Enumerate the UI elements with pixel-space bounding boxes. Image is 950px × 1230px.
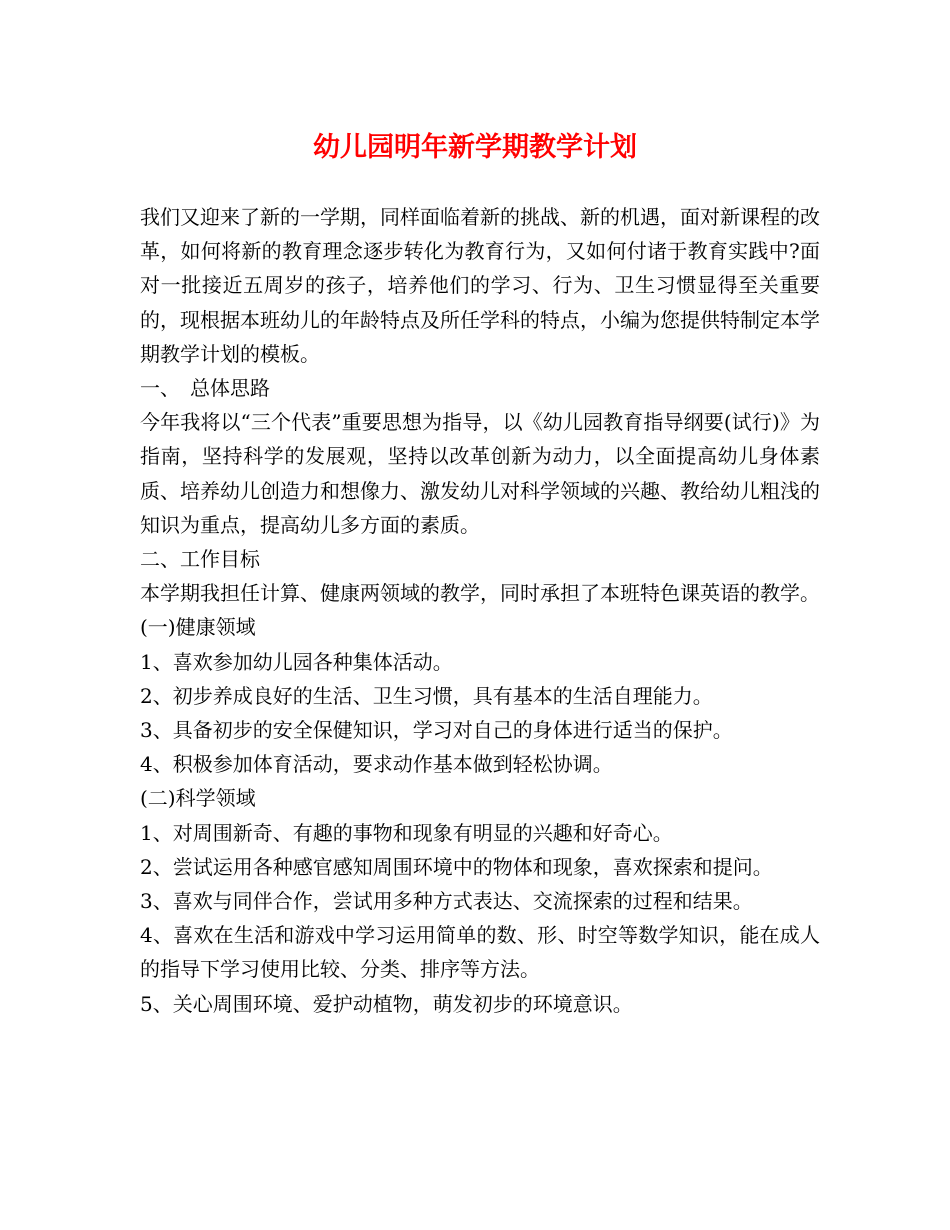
list-item-health-4: 4、积极参加体育活动，要求动作基本做到轻松协调。 bbox=[140, 752, 613, 777]
subsection-heading-science: (二)科学领域 bbox=[140, 786, 256, 811]
list-item-science-5: 5、关心周围环境、爱护动植物，萌发初步的环境意识。 bbox=[140, 991, 633, 1016]
list-item-science-1: 1、对周围新奇、有趣的事物和现象有明显的兴趣和好奇心。 bbox=[140, 820, 673, 845]
list-item-science-3: 3、喜欢与同伴合作，尝试用多种方式表达、交流探索的过程和结果。 bbox=[140, 889, 753, 914]
list-item-health-3: 3、具备初步的安全保健知识，学习对自己的身体进行适当的保护。 bbox=[140, 718, 733, 743]
list-item-science-2: 2、尝试运用各种感官感知周围环境中的物体和现象，喜欢探索和提问。 bbox=[140, 854, 773, 879]
section-heading-work-goals: 二、工作目标 bbox=[140, 547, 260, 572]
intro-paragraph: 我们又迎来了新的一学期，同样面临着新的挑战、新的机遇，面对新课程的改革，如何将新的教育理念逐步转化为教育行为，又如何付诸于教育实践中?面对一批接近五周岁的孩子，培养他们的学习、行为、卫生习惯显得至关重要的，现根据本班幼儿的年龄特点及所任学科的特点，小编为您提供特制定本学期教学计划的模板。 bbox=[140, 205, 820, 366]
subsection-heading-health: (一)健康领域 bbox=[140, 615, 256, 640]
document-body bbox=[140, 200, 820, 1021]
list-item-health-2: 2、初步养成良好的生活、卫生习惯，具有基本的生活自理能力。 bbox=[140, 683, 713, 708]
section-heading-overall-approach: 一、 总体思路 bbox=[140, 376, 270, 401]
work-goals-paragraph: 本学期我担任计算、健康两领域的教学，同时承担了本班特色课英语的教学。 bbox=[140, 581, 820, 606]
overall-approach-paragraph: 今年我将以“三个代表”重要思想为指导，以《幼儿园教育指导纲要(试行)》为指南，坚持科学的发展观，坚持以改革创新为动力，以全面提高幼儿身体素质、培养幼儿创造力和想像力、激发幼儿对科学领域的兴趣、教给幼儿粗浅的知识为重点，提高幼儿多方面的素质。 bbox=[140, 410, 820, 537]
document-title: 幼儿园明年新学期教学计划 bbox=[313, 132, 637, 163]
list-item-science-4: 4、喜欢在生活和游戏中学习运用简单的数、形、时空等数学知识，能在成人的指导下学习使用比较、分类、排序等方法。 bbox=[140, 923, 820, 982]
list-item-health-1: 1、喜欢参加幼儿园各种集体活动。 bbox=[140, 649, 453, 674]
